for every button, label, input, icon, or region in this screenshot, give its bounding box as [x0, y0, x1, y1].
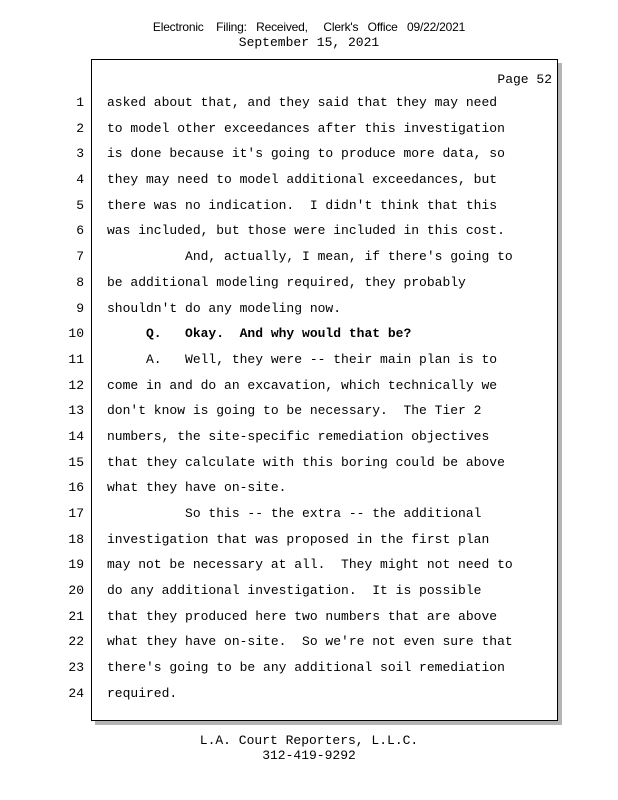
transcript-line: [0, 167, 618, 193]
line-text: So this -- the extra -- the additional: [107, 506, 482, 521]
filing-stamp: Electronic Filing: Received, Clerk's Office 09/22/2021: [152, 20, 466, 34]
line-text: do any additional investigation. It is possible: [107, 583, 482, 599]
transcript-line: [0, 296, 618, 322]
line-number: 6: [76, 223, 84, 239]
transcript-line: [0, 218, 618, 244]
line-number: 20: [68, 583, 84, 599]
transcript-line: [0, 681, 618, 707]
line-text: numbers, the site-specific remediation objectives: [107, 428, 490, 444]
line-text: asked about that, and they said that they may need: [107, 95, 498, 110]
line-number: 3: [76, 146, 84, 162]
line-number: 17: [68, 506, 84, 521]
transcript-line: [0, 141, 618, 167]
line-text: is done because it's going to produce more data, so: [107, 146, 505, 162]
line-number: 16: [68, 480, 84, 496]
transcript-line: [0, 629, 618, 655]
transcript-line: [0, 193, 618, 219]
transcript-line: [0, 321, 618, 347]
line-number: 10: [68, 326, 84, 342]
line-number: 11: [68, 351, 84, 367]
reporter-company: L.A. Court Reporters, L.L.C.: [199, 733, 419, 748]
line-number: 12: [68, 377, 84, 393]
line-text: was included, but those were included in this cost.: [107, 223, 505, 239]
line-text: there's going to be any additional soil remediation: [107, 660, 505, 676]
page-number: Page 52: [497, 72, 552, 87]
line-number: 19: [68, 557, 84, 573]
line-text: come in and do an excavation, which technically we: [107, 377, 498, 393]
line-text: may not be necessary at all. They might not need to: [107, 557, 513, 573]
line-text: don't know is going to be necessary. The Tier 2: [107, 403, 482, 419]
line-number: 23: [68, 660, 84, 676]
transcript-line: [0, 501, 618, 527]
line-number: 1: [76, 95, 84, 110]
transcript-line: [0, 244, 618, 270]
transcript-date: September 15, 2021: [238, 35, 380, 50]
transcript-line: [0, 450, 618, 476]
line-number: 8: [76, 274, 84, 290]
transcript-line: [0, 604, 618, 630]
line-number: 15: [68, 454, 84, 470]
line-number: 2: [76, 120, 84, 136]
line-text: what they have on-site. So we're not even sure that: [107, 634, 513, 650]
transcript-lines: [0, 90, 618, 707]
line-text: to model other exceedances after this investigation: [107, 120, 505, 136]
line-text-question: Q. Okay. And why would that be?: [107, 326, 412, 342]
line-text: they may need to model additional exceedances, but: [107, 172, 498, 188]
line-text: shouldn't do any modeling now.: [107, 300, 342, 316]
line-text: there was no indication. I didn't think that this: [107, 197, 498, 213]
transcript-line: [0, 116, 618, 142]
transcript-line: [0, 373, 618, 399]
transcript-line: [0, 90, 618, 116]
line-text: what they have on-site.: [107, 480, 287, 496]
transcript-line: [0, 655, 618, 681]
line-text: A. Well, they were -- their main plan is to: [107, 351, 498, 367]
line-text: that they calculate with this boring could be above: [107, 454, 505, 470]
reporter-phone: 312-419-9292: [262, 748, 356, 763]
line-number: 22: [68, 634, 84, 650]
transcript-line: [0, 527, 618, 553]
transcript-line: [0, 552, 618, 578]
transcript-line: [0, 424, 618, 450]
transcript-line: [0, 578, 618, 604]
line-number: 14: [68, 428, 84, 444]
line-number: 21: [68, 608, 84, 624]
line-number: 7: [76, 249, 84, 265]
line-number: 4: [76, 172, 84, 188]
line-number: 24: [68, 685, 84, 701]
line-text: be additional modeling required, they probably: [107, 274, 466, 290]
line-number: 13: [68, 403, 84, 419]
line-number: 9: [76, 300, 84, 316]
line-text: And, actually, I mean, if there's going to: [107, 249, 513, 265]
line-text: that they produced here two numbers that are above: [107, 608, 498, 624]
line-number: 18: [68, 531, 84, 547]
transcript-line: [0, 398, 618, 424]
transcript-line: [0, 475, 618, 501]
line-text: investigation that was proposed in the first plan: [107, 531, 490, 547]
transcript-line: [0, 347, 618, 373]
line-number: 5: [76, 197, 84, 213]
transcript-line: [0, 270, 618, 296]
line-text: required.: [107, 685, 178, 701]
